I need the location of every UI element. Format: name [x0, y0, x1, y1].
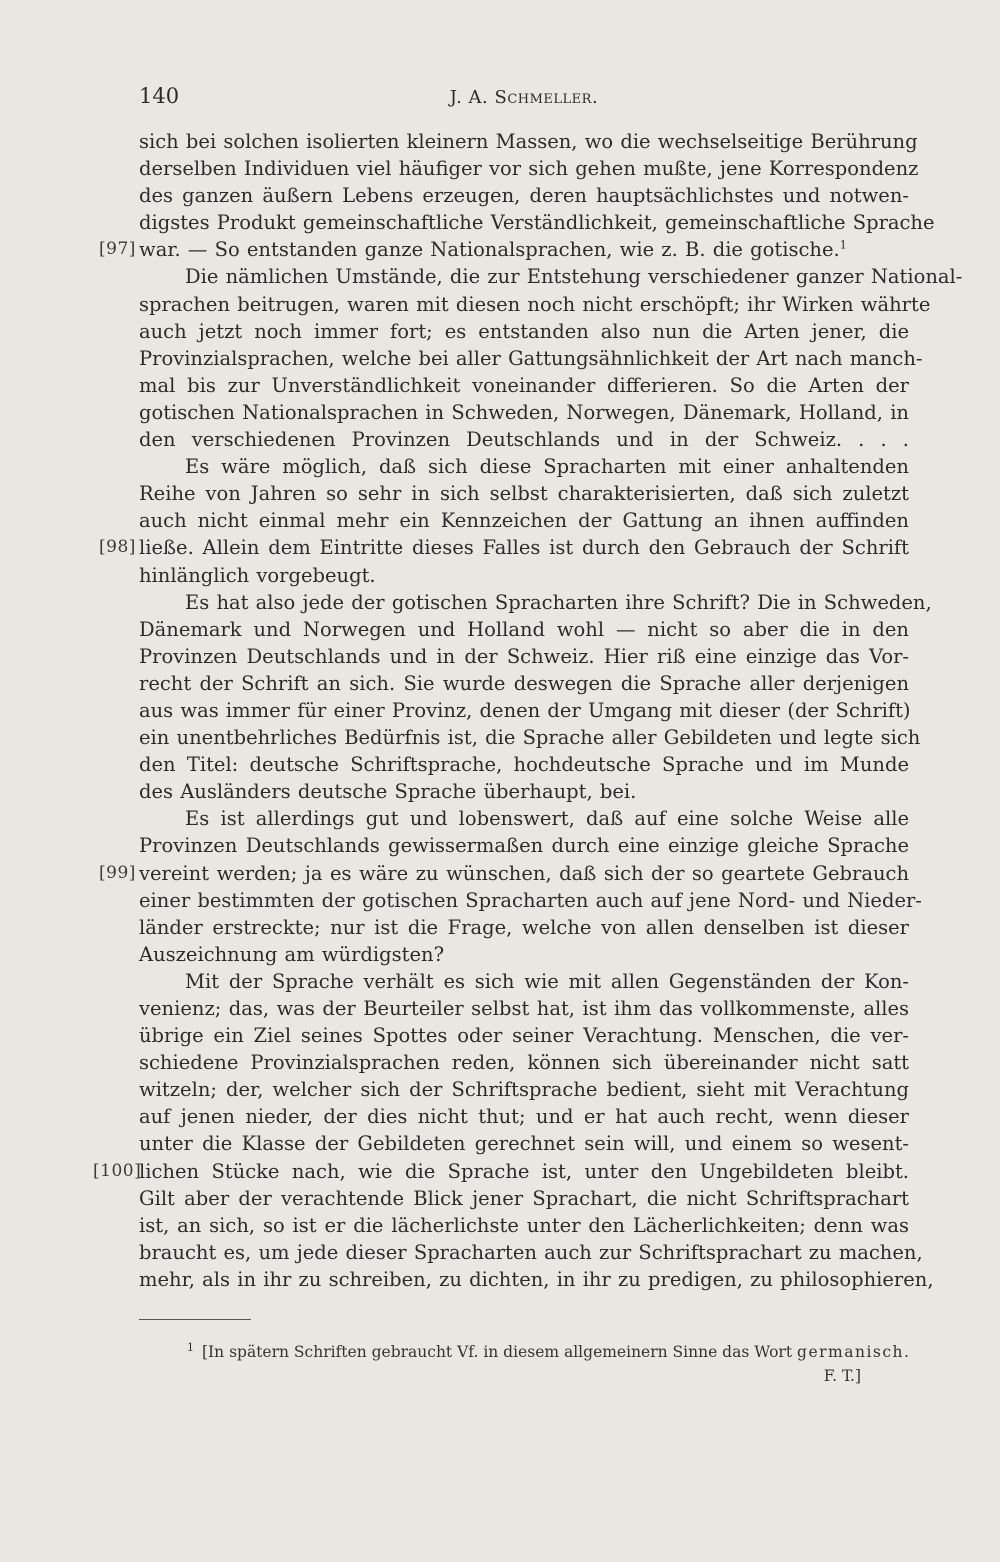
line-text: des Ausländers deutsche Sprache überhaupt, bei.	[139, 780, 637, 804]
footnote-rule	[139, 1319, 251, 1320]
text-line	[139, 128, 918, 155]
text-line	[139, 1266, 934, 1293]
footnote-spaced-word: germanisch.	[797, 1343, 911, 1362]
page-header	[139, 84, 909, 114]
text-line	[139, 291, 931, 318]
marginal-page-ref: [98]	[99, 537, 136, 558]
running-head	[139, 86, 909, 108]
text-line	[93, 1158, 909, 1185]
marginal-page-ref: [97]	[99, 239, 136, 260]
text-line	[139, 1076, 909, 1103]
text-line	[139, 914, 909, 941]
line-text: mal bis zur Unverständlichkeit voneinander differieren. So die Arten der	[139, 373, 909, 397]
line-text: aus was immer für einer Provinz, denen der Umgang mit dieser (der Schrift)	[139, 698, 911, 722]
line-text: recht der Schrift an sich. Sie wurde deswegen die Sprache aller derjenigen	[139, 671, 909, 695]
line-text: Die nämlichen Umstände, die zur Entstehung verschiedener ganzer National-	[185, 265, 963, 289]
line-text: digstes Produkt gemeinschaftliche Verständlichkeit, gemeinschaftliche Sprache	[139, 211, 935, 235]
text-line	[139, 318, 909, 345]
footnote-text: [In spätern Schriften gebraucht Vf. in diesem allgemeinern Sinne das Wort	[202, 1343, 793, 1362]
footnote-line	[139, 1336, 909, 1364]
line-text: auch nicht einmal mehr ein Kennzeichen der Gattung an ihnen auffinden	[139, 509, 909, 533]
marginal-page-ref: [100]	[93, 1160, 142, 1181]
line-text: Auszeichnung am würdigsten?	[139, 942, 445, 966]
text-line	[99, 534, 909, 561]
line-text: sich bei solchen isolierten kleinern Massen, wo die wechselseitige Berührung	[139, 130, 918, 153]
text-line	[139, 426, 909, 453]
text-line	[139, 751, 909, 778]
line-text: braucht es, um jede dieser Spracharten auch zur Schriftsprachart zu machen,	[139, 1240, 923, 1264]
footnote-mark: 1	[187, 1341, 194, 1354]
footnote	[139, 1336, 909, 1388]
line-text: Es ist allerdings gut und lobenswert, daß auf eine solche Weise alle	[185, 807, 909, 831]
line-text: schiedene Provinzialsprachen reden, können sich übereinander nicht satt	[139, 1051, 909, 1075]
line-text: auch jetzt noch immer fort; es entstanden also nun die Arten jener, die	[139, 319, 909, 343]
footnote-signature: F. T.]	[823, 1367, 861, 1386]
text-line	[139, 1130, 909, 1157]
text-line	[139, 1239, 923, 1266]
line-text: venienz; das, was der Beurteiler selbst hat, ist ihm das vollkommenste, alles	[139, 997, 909, 1020]
text-line	[139, 1103, 909, 1130]
line-text: ist, an sich, so ist er die lächerlichste unter den Lächerlichkeiten; denn was	[139, 1213, 909, 1237]
running-head-text: J. A. Schmeller.	[449, 87, 599, 108]
line-text: Gilt aber der verachtende Blick jener Sprachart, die nicht Schriftsprachart	[139, 1186, 909, 1210]
line-text: den Titel: deutsche Schriftsprache, hochdeutsche Sprache und im Munde	[139, 753, 909, 777]
line-text: Provinzialsprachen, welche bei aller Gattungsähnlichkeit der Art nach manch-	[139, 346, 923, 370]
text-line	[139, 832, 909, 859]
text-line	[139, 995, 909, 1022]
line-text: länder erstreckte; nur ist die Frage, welche von allen denselben ist dieser	[139, 915, 909, 939]
line-text: sprachen beitrugen, waren mit diesen noch nicht erschöpft; ihr Wirken währte	[139, 292, 931, 316]
text-line	[139, 209, 935, 236]
line-text: mehr, als in ihr zu schreiben, zu dichten, in ihr zu predigen, zu philosophieren,	[139, 1267, 934, 1291]
footnote-ref: 1	[839, 238, 847, 252]
text-line	[139, 562, 909, 589]
text-line	[139, 1049, 909, 1076]
text-line	[139, 263, 963, 290]
line-text: hinlänglich vorgebeugt.	[139, 563, 376, 587]
line-text: unter die Klasse der Gebildeten gerechnet sein will, und einem so wesent-	[139, 1132, 909, 1156]
text-line	[139, 345, 923, 372]
line-text: lichen Stücke nach, wie die Sprache ist, unter den Ungebildeten bleibt.	[139, 1159, 909, 1183]
text-line	[139, 399, 909, 426]
text-line	[139, 480, 909, 507]
line-text: ein unentbehrliches Bedürfnis ist, die Sprache aller Gebildeten und legte sich	[139, 726, 921, 750]
line-text: war. — So entstanden ganze Nationalsprachen, wie z. B. die gotische.	[139, 238, 840, 262]
line-text: derselben Individuen viel häufiger vor sich gehen mußte, jene Korrespondenz	[139, 157, 919, 181]
marginal-page-ref: [99]	[99, 862, 136, 883]
text-line	[99, 236, 909, 263]
text-line	[139, 155, 919, 182]
text-line	[139, 589, 932, 616]
line-text: auf jenen nieder, der dies nicht thut; und er hat auch recht, wenn dieser	[139, 1105, 909, 1129]
line-text: witzeln; der, welcher sich der Schriftsprache bedient, sieht mit Verachtung	[139, 1078, 909, 1102]
text-line	[139, 887, 922, 914]
line-text: Es wäre möglich, daß sich diese Spracharten mit einer anhaltenden	[185, 455, 909, 479]
text-line	[139, 643, 909, 670]
line-text: Reihe von Jahren so sehr in sich selbst charakterisierten, daß sich zuletzt	[139, 482, 909, 506]
line-text: Dänemark und Norwegen und Holland wohl — nicht so aber die in den	[139, 617, 909, 641]
line-text: den verschiedenen Provinzen Deutschlands und in der Schweiz. . . .	[139, 428, 909, 452]
line-text: Provinzen Deutschlands und in der Schweiz. Hier riß eine einzige das Vor-	[139, 644, 909, 668]
line-text: Mit der Sprache verhält es sich wie mit allen Gegenständen der Kon-	[185, 969, 909, 993]
line-text: Provinzen Deutschlands gewissermaßen durch eine einzige gleiche Sprache	[139, 834, 909, 858]
line-text: vereint werden; ja es wäre zu wünschen, daß sich der so geartete Gebrauch	[139, 861, 909, 885]
main-text	[93, 128, 963, 1293]
line-text: einer bestimmten der gotischen Spracharten auch auf jene Nord- und Nieder-	[139, 888, 922, 912]
text-line	[99, 860, 909, 887]
text-line	[139, 968, 909, 995]
line-text: ließe. Allein dem Eintritte dieses Falles ist durch den Gebrauch der Schrift	[139, 536, 909, 560]
page-number: 140	[139, 84, 180, 108]
line-text: Es hat also jede der gotischen Spracharten ihre Schrift? Die in Schweden,	[185, 590, 932, 614]
text-line	[139, 778, 909, 805]
text-line	[139, 1022, 909, 1049]
text-line	[139, 1185, 909, 1212]
text-line	[139, 724, 921, 751]
text-line	[139, 805, 909, 832]
line-text: gotischen Nationalsprachen in Schweden, Norwegen, Dänemark, Holland, in	[139, 400, 909, 424]
line-text: übrige ein Ziel seines Spottes oder seiner Verachtung. Menschen, die ver-	[139, 1024, 909, 1048]
text-line	[139, 182, 909, 209]
text-line	[139, 1212, 909, 1239]
text-line	[139, 372, 909, 399]
text-line	[139, 453, 909, 480]
text-line	[139, 507, 909, 534]
text-line	[139, 670, 909, 697]
line-text: des ganzen äußern Lebens erzeugen, deren hauptsächlichstes und notwen-	[139, 184, 909, 208]
text-line	[139, 941, 909, 968]
text-line	[139, 616, 909, 643]
text-line	[139, 697, 909, 724]
